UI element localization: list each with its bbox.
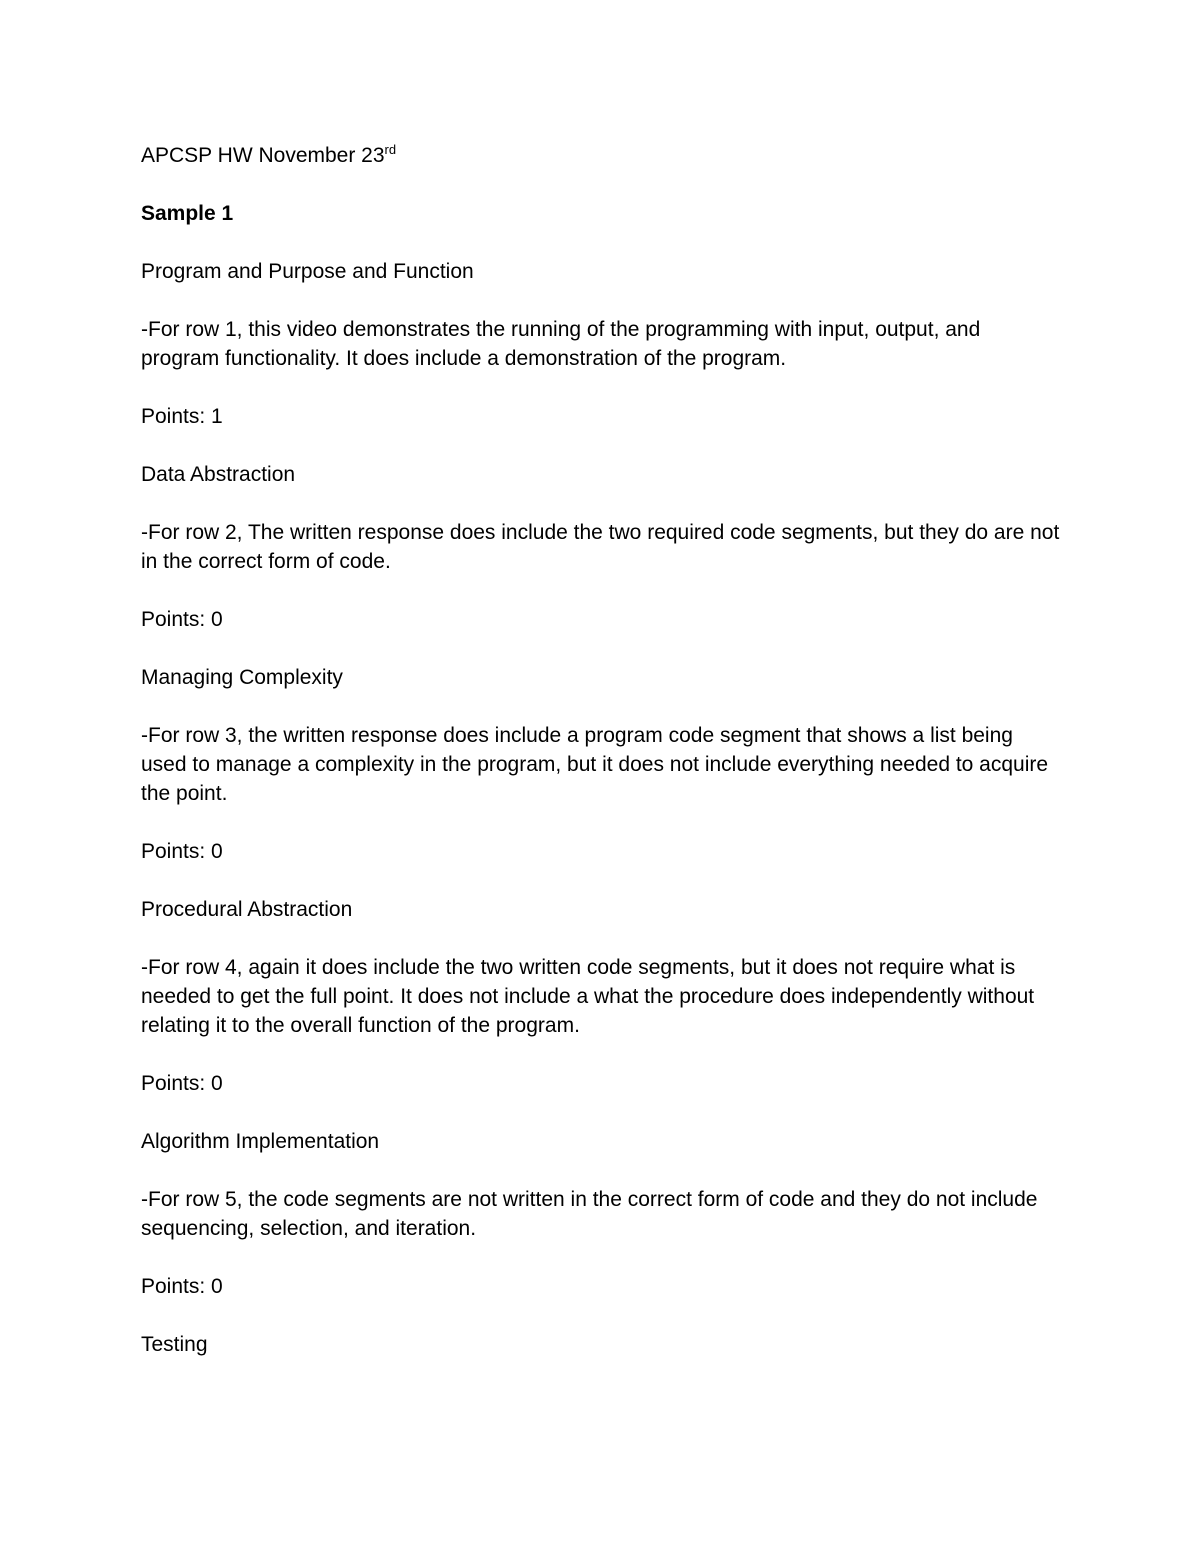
sample-heading: Sample 1	[141, 202, 234, 225]
section-points: Points: 0	[141, 840, 223, 863]
section-comment: -For row 1, this video demonstrates the running of the programming with input, output, and program functionality. It does include a demonstration of the program.	[141, 318, 981, 370]
title-ordinal-suffix: rd	[384, 142, 397, 157]
section-comment: -For row 5, the code segments are not written in the correct form of code and they do not include sequencing, selection, and iteration.	[141, 1188, 1038, 1240]
section-heading: Managing Complexity	[141, 666, 343, 689]
title-text: APCSP HW November 23	[141, 144, 385, 167]
document-title	[141, 141, 1061, 170]
section-points: Points: 0	[141, 608, 223, 631]
section-points: Points: 1	[141, 405, 223, 428]
section-comment: -For row 2, The written response does include the two required code segments, but they do are not in the correct form of code.	[141, 521, 1060, 573]
section-heading: Program and Purpose and Function	[141, 260, 474, 283]
section-heading: Data Abstraction	[141, 463, 296, 486]
section-points: Points: 0	[141, 1275, 223, 1298]
section-comment: -For row 3, the written response does include a program code segment that shows a list being used to manage a complexity in the program, but it does not include everything needed to acquire the point.	[141, 724, 1049, 805]
section-heading: Algorithm Implementation	[141, 1130, 380, 1153]
section-heading: Testing	[141, 1333, 208, 1356]
document-page	[141, 141, 1061, 1388]
section-heading: Procedural Abstraction	[141, 898, 353, 921]
section-points: Points: 0	[141, 1072, 223, 1095]
section-comment: -For row 4, again it does include the two written code segments, but it does not require what is needed to get the full point. It does not include a what the procedure does independently without relating it to the overall function of the program.	[141, 956, 1035, 1037]
